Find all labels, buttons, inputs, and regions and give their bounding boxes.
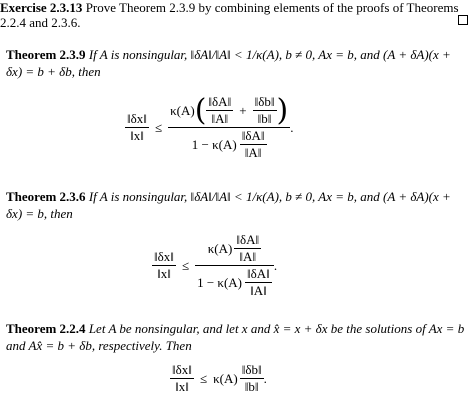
kappa: κ(A) xyxy=(170,102,195,118)
kappa: κ(A) xyxy=(207,240,233,256)
formula-theorem-2-3-9 xyxy=(125,94,293,161)
numerator: ‖δb‖ xyxy=(241,362,262,377)
numerator: ‖δx‖ xyxy=(154,249,174,264)
theorem-label: Theorem 2.3.6 xyxy=(6,189,86,204)
right-paren: ) xyxy=(276,92,289,128)
relative-error-fraction xyxy=(125,111,149,144)
db-over-b xyxy=(253,94,277,127)
one-minus-kappa: 1 − κ(A) xyxy=(197,274,243,290)
denominator: ‖A‖ xyxy=(234,248,261,265)
denominator: ‖x‖ xyxy=(152,265,176,282)
bound-fraction xyxy=(195,232,274,299)
denominator: ‖A‖ xyxy=(206,110,233,127)
period: . xyxy=(263,370,267,386)
dA-over-A xyxy=(234,232,261,265)
denominator: ‖A‖ xyxy=(240,144,267,161)
period: . xyxy=(273,257,278,273)
dA-over-A xyxy=(245,266,272,299)
one-minus-kappa: 1 − κ(A) xyxy=(191,136,237,152)
dA-over-A xyxy=(206,94,233,127)
formula-theorem-2-3-6 xyxy=(152,232,277,299)
numerator: ‖δA‖ xyxy=(241,128,265,143)
numerator: ‖δA‖ xyxy=(236,232,260,247)
theorem-label: Theorem 2.3.9 xyxy=(6,47,86,62)
leq-symbol: ≤ xyxy=(181,257,190,273)
denominator: ‖b‖ xyxy=(240,378,264,395)
denominator: ‖b‖ xyxy=(253,110,277,127)
numerator: ‖δA‖ xyxy=(208,94,232,109)
dA-over-A xyxy=(240,128,267,161)
numerator: ‖δb‖ xyxy=(254,94,275,109)
theorem-2-3-6 xyxy=(6,188,468,222)
numerator: ‖δx‖ xyxy=(127,111,147,126)
plus-symbol: + xyxy=(239,102,247,118)
exercise-text: Prove Theorem 2.3.9 by combining elements of the proofs of Theorems 2.2.4 and 2.3.6. xyxy=(0,0,459,30)
leq-symbol: ≤ xyxy=(199,370,208,386)
leq-symbol: ≤ xyxy=(154,119,163,135)
denominator: ‖A‖ xyxy=(245,282,272,299)
kappa: κ(A) xyxy=(213,370,238,386)
theorem-2-2-4 xyxy=(6,320,468,354)
denominator: ‖x‖ xyxy=(170,378,194,395)
exercise-label: Exercise 2.3.13 xyxy=(0,0,83,15)
bound-numerator xyxy=(168,94,290,127)
bound-numerator xyxy=(195,232,274,265)
bound-fraction xyxy=(168,94,290,161)
theorem-2-3-9 xyxy=(6,46,468,80)
numerator: ‖δA‖ xyxy=(247,266,270,281)
denominator: ‖x‖ xyxy=(125,127,149,144)
bound-denominator xyxy=(168,127,290,161)
end-of-exercise-box xyxy=(458,15,468,25)
relative-error-fraction xyxy=(152,249,176,282)
relative-error-fraction xyxy=(170,362,194,395)
theorem-statement: If A is nonsingular, ‖δA‖/‖A‖ < 1/κ(A), b ≠ 0, Ax = b, and (A + δA)(x + δx) = b + δb, then xyxy=(6,47,451,79)
theorem-label: Theorem 2.2.4 xyxy=(6,321,86,336)
theorem-statement: If A is nonsingular, ‖δA‖/‖A‖ < 1/κ(A), b ≠ 0, Ax = b, and (A + δA)(x + δx) = b, then xyxy=(6,189,451,221)
numerator: ‖δx‖ xyxy=(172,362,192,377)
theorem-statement: Let A be nonsingular, and let x and x̂ = x + δx be the solutions of Ax = b and Ax̂ = b + δb, respectively. Then xyxy=(6,321,465,353)
db-over-b xyxy=(240,362,264,395)
formula-theorem-2-2-4 xyxy=(170,362,267,395)
exercise-paragraph xyxy=(0,0,470,30)
period: . xyxy=(290,119,294,135)
bound-denominator xyxy=(195,265,274,299)
left-paren: ( xyxy=(194,92,207,128)
